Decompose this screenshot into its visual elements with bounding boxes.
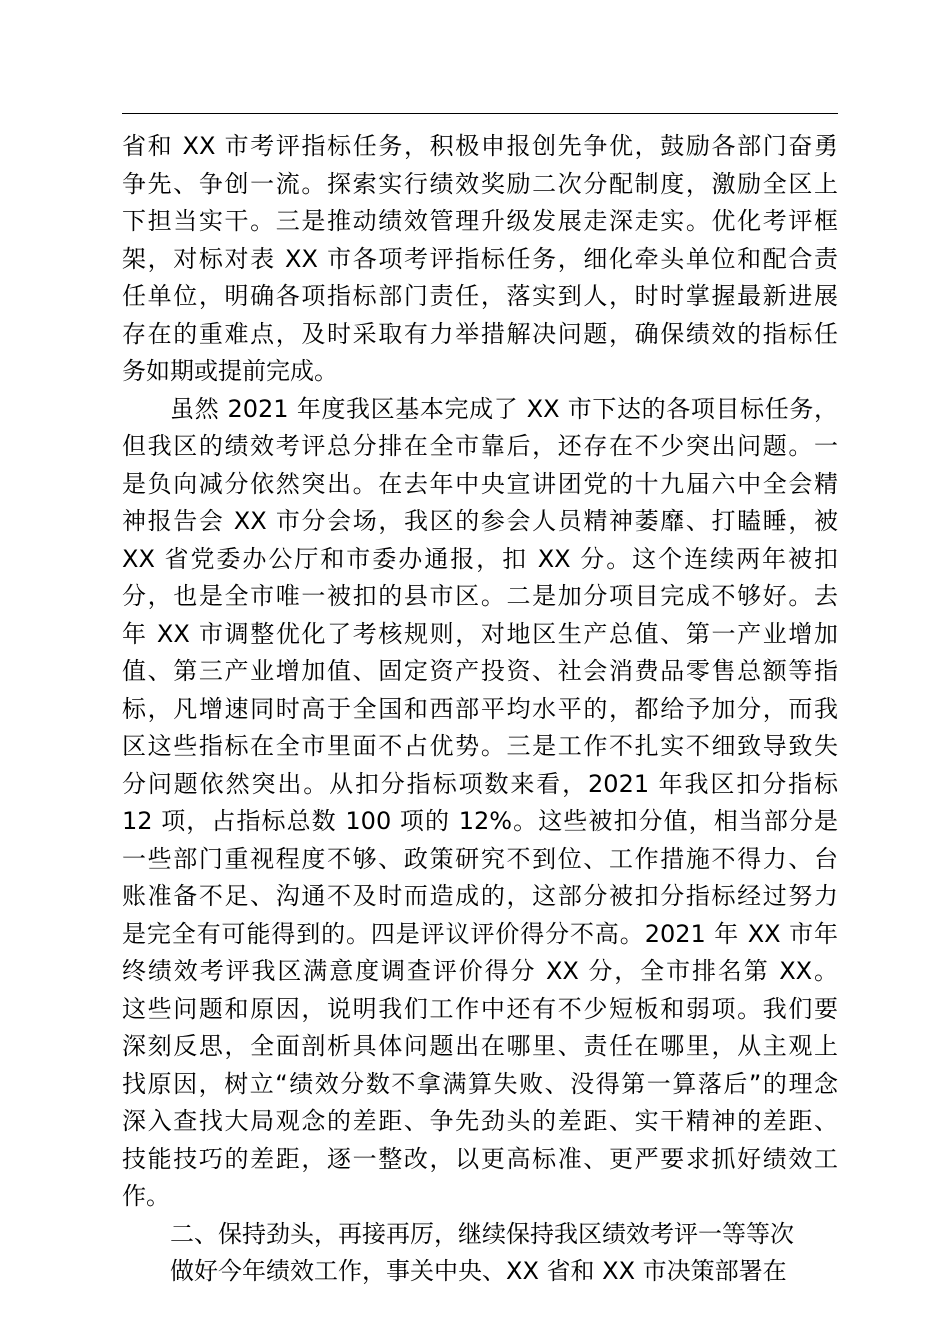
text-line: 一些部门重视程度不够、政策研究不到位、工作措施不得力、台 xyxy=(122,844,838,873)
document-body xyxy=(122,128,838,1291)
text-line: 12 项，占指标总数 100 项的 12%。这些被扣分值，相当部分是 xyxy=(122,807,838,835)
text-line: 找原因，树立“绩效分数不拿满算失败、没得第一算落后”的理念 xyxy=(122,1069,838,1098)
text-line: 账准备不足、沟通不及时而造成的，这部分被扣分指标经过努力 xyxy=(122,882,838,910)
text-line: 终绩效考评我区满意度调查评价得分 XX 分，全市排名第 XX。 xyxy=(122,957,838,985)
text-line: 神报告会 XX 市分会场，我区的参会人员精神萎靡、打瞌睡，被 xyxy=(122,507,838,535)
text-line: 虽然 2021 年度我区基本完成了 XX 市下达的各项目标任务， xyxy=(170,394,838,423)
text-line: 分，也是全市唯一被扣的县市区。二是加分项目完成不够好。去 xyxy=(122,582,838,610)
text-line: 作。 xyxy=(122,1182,170,1210)
paragraph xyxy=(122,1253,838,1291)
paragraph xyxy=(122,1216,838,1254)
text-line: 下担当实干。三是推动绩效管理升级发展走深走实。优化考评框 xyxy=(122,207,838,235)
text-line: 二、保持劲头，再接再厉，继续保持我区绩效考评一等等次 xyxy=(170,1219,794,1248)
text-line: 值、第三产业增加值、固定资产投资、社会消费品零售总额等指 xyxy=(122,657,838,685)
paragraph xyxy=(122,391,838,1216)
text-line: 分问题依然突出。从扣分指标项数来看，2021 年我区扣分指标 xyxy=(122,769,838,798)
text-line: 但我区的绩效考评总分排在全市靠后，还存在不少突出问题。一 xyxy=(122,432,838,460)
text-line: 省和 XX 市考评指标任务，积极申报创先争优，鼓励各部门奋勇 xyxy=(122,132,838,160)
text-line: 做好今年绩效工作，事关中央、XX 省和 XX 市决策部署在 xyxy=(170,1257,787,1285)
text-line: 深入查找大局观念的差距、争先劲头的差距、实干精神的差距、 xyxy=(122,1107,838,1135)
text-line: XX 省党委办公厅和市委办通报，扣 XX 分。这个连续两年被扣 xyxy=(122,544,838,573)
text-line: 争先、争创一流。探索实行绩效奖励二次分配制度，激励全区上 xyxy=(122,169,838,198)
text-line: 深刻反思，全面剖析具体问题出在哪里、责任在哪里，从主观上 xyxy=(122,1032,838,1060)
text-line: 存在的重难点，及时采取有力举措解决问题，确保绩效的指标任 xyxy=(122,319,838,348)
paragraph xyxy=(122,128,838,391)
header-rule xyxy=(122,113,838,114)
text-line: 区这些指标在全市里面不占优势。三是工作不扎实不细致导致失 xyxy=(122,732,838,760)
text-line: 技能技巧的差距，逐一整改，以更高标准、更严要求抓好绩效工 xyxy=(122,1144,838,1173)
text-line: 务如期或提前完成。 xyxy=(122,357,338,385)
text-line: 是负向减分依然突出。在去年中央宣讲团党的十九届六中全会精 xyxy=(122,469,838,498)
text-line: 年 XX 市调整优化了考核规则，对地区生产总值、第一产业增加 xyxy=(122,619,838,648)
text-line: 架，对标对表 XX 市各项考评指标任务，细化牵头单位和配合责 xyxy=(122,244,838,273)
text-line: 标，凡增速同时高于全国和西部平均水平的，都给予加分，而我 xyxy=(122,694,838,723)
text-line: 这些问题和原因，说明我们工作中还有不少短板和弱项。我们要 xyxy=(122,994,838,1023)
text-line: 是完全有可能得到的。四是评议评价得分不高。2021 年 XX 市年 xyxy=(122,919,838,948)
text-line: 任单位，明确各项指标部门责任，落实到人，时时掌握最新进展 xyxy=(122,282,838,310)
